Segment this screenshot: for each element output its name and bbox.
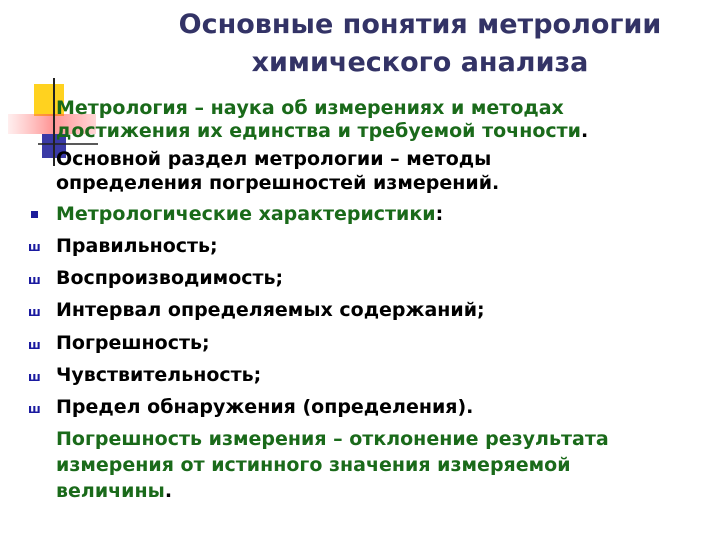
list-item: Чувствительность; (56, 364, 262, 386)
definition-line-3-period: . (164, 480, 173, 502)
sub-bullet-icon: ш (28, 402, 41, 416)
definition-line-1: Погрешность измерения – отклонение результата (56, 428, 609, 450)
intro-line-2-period: . (580, 120, 589, 142)
definition-line-3-text: величины (56, 480, 165, 502)
list-item: Воспроизводимость; (56, 267, 284, 289)
sub-bullet-icon: ш (28, 338, 41, 352)
title-line-2: химического анализа (251, 47, 589, 78)
slide-title (120, 6, 720, 82)
sub-bullet-icon: ш (28, 273, 41, 287)
sub-bullet-icon: ш (28, 370, 41, 384)
square-bullet-icon (31, 211, 38, 218)
list-item: Правильность; (56, 235, 218, 257)
intro-line-1: Метрология – наука об измерениях и методах (56, 97, 564, 119)
definition-line-2: измерения от истинного значения измеряемой (56, 454, 571, 476)
title-line-1: Основные понятия метрологии (178, 9, 662, 40)
intro-line-3: Основной раздел метрологии – методы (56, 148, 492, 170)
characteristics-heading-colon: : (435, 203, 444, 225)
characteristics-heading (56, 203, 443, 226)
sub-bullet-icon: ш (28, 240, 41, 254)
characteristics-heading-text: Метрологические характеристики (56, 203, 436, 225)
intro-line-4: определения погрешностей измерений. (56, 172, 500, 194)
list-item: Погрешность; (56, 332, 210, 354)
definition-line-3 (56, 480, 172, 503)
intro-line-2-text: достижения их единства и требуемой точности (56, 120, 581, 142)
intro-line-2 (56, 120, 588, 143)
list-item: Интервал определяемых содержаний; (56, 299, 485, 321)
list-item: Предел обнаружения (определения). (56, 396, 474, 418)
sub-bullet-icon: ш (28, 305, 41, 319)
